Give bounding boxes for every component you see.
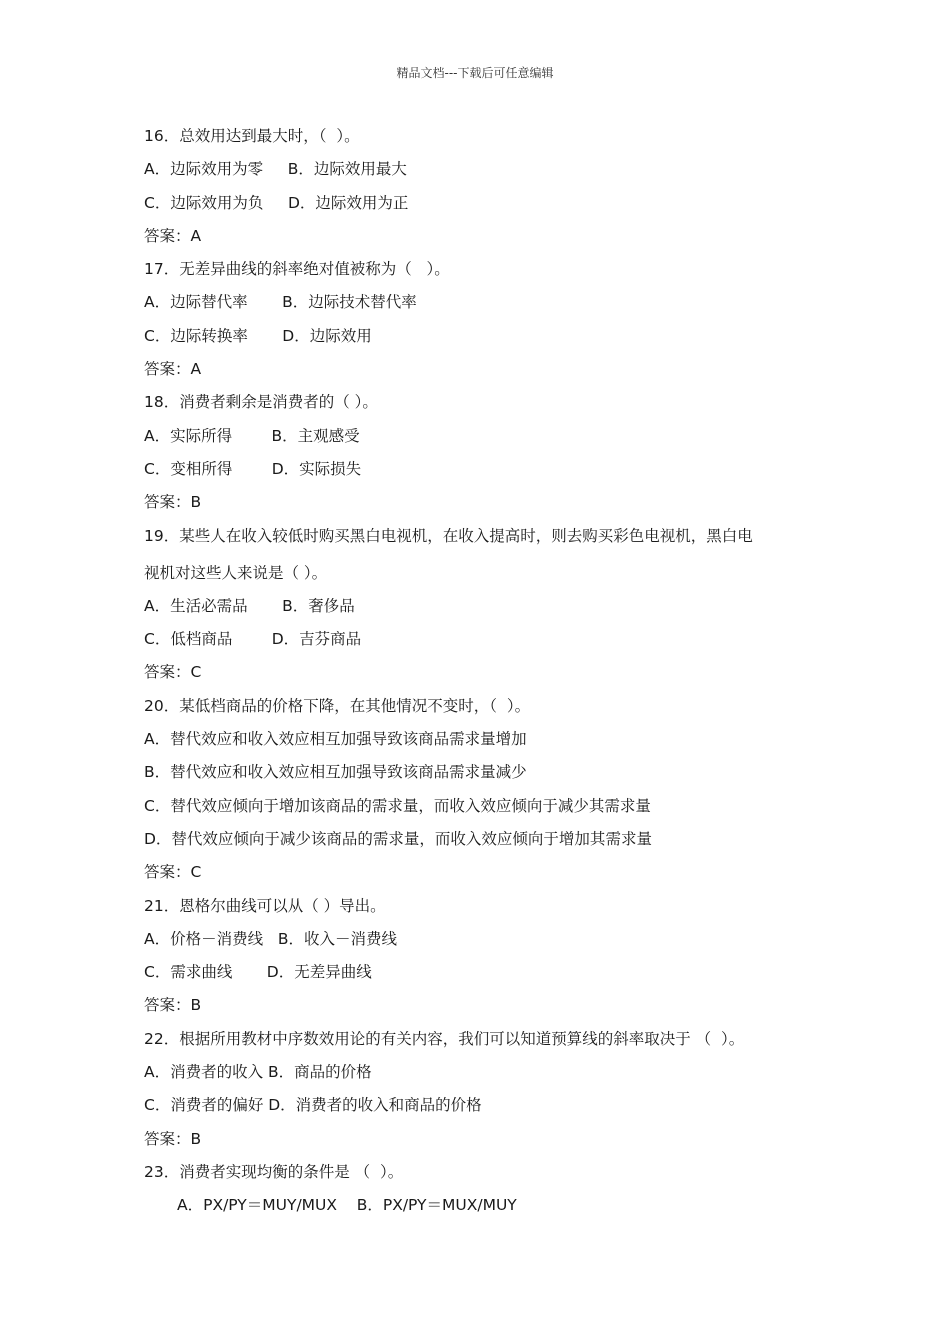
- page-header: 精品文档---下载后可任意编辑: [396, 66, 554, 80]
- option-line: A．价格－消费线 B．收入－消费线: [144, 929, 398, 948]
- answer-line: 答案：C: [144, 663, 202, 682]
- answer-line: 答案：A: [144, 226, 202, 245]
- option-line: C．边际效用为负 D．边际效用为正: [144, 193, 409, 212]
- option-line: C．边际转换率 D．边际效用: [144, 326, 372, 345]
- question-18: 18．消费者剩余是消费者的（ ）。: [144, 393, 378, 412]
- option-line: A．边际效用为零 B．边际效用最大: [144, 160, 407, 179]
- option-line: C．替代效应倾向于增加该商品的需求量，而收入效应倾向于减少其需求量: [144, 796, 651, 815]
- option-line: B．替代效应和收入效应相互加强导致该商品需求量减少: [144, 763, 527, 782]
- option-line: C．消费者的偏好 D．消费者的收入和商品的价格: [144, 1096, 482, 1115]
- option-line: A．消费者的收入 B．商品的价格: [144, 1063, 372, 1082]
- answer-line: 答案：B: [144, 996, 202, 1015]
- answer-line: 答案：A: [144, 360, 202, 379]
- question-23: 23．消费者实现均衡的条件是 （ ）。: [144, 1162, 404, 1181]
- option-line: C．低档商品 D．吉芬商品: [144, 630, 362, 649]
- option-line: C．需求曲线 D．无差异曲线: [144, 963, 372, 982]
- question-19-continued: 视机对这些人来说是（ ）。: [144, 563, 328, 582]
- option-line: A．替代效应和收入效应相互加强导致该商品需求量增加: [144, 730, 527, 749]
- question-22: 22．根据所用教材中序数效用论的有关内容，我们可以知道预算线的斜率取决于 （ ）。: [144, 1029, 745, 1048]
- question-17: 17．无差异曲线的斜率绝对值被称为（ ）。: [144, 260, 450, 279]
- answer-line: 答案：B: [144, 1129, 202, 1148]
- option-line: A．PX/PY＝MUY/MUX B．PX/PY＝MUX/MUY: [177, 1196, 517, 1215]
- answer-line: 答案：C: [144, 863, 202, 882]
- question-19: 19．某些人在收入较低时购买黑白电视机，在收入提高时，则去购买彩色电视机，黑白电: [144, 526, 753, 545]
- question-16: 16．总效用达到最大时，（ ）。: [144, 127, 360, 145]
- answer-line: 答案：B: [144, 493, 202, 512]
- option-line: D．替代效应倾向于减少该商品的需求量，而收入效应倾向于增加其需求量: [144, 829, 652, 848]
- document-body: [144, 120, 824, 1223]
- question-20: 20．某低档商品的价格下降，在其他情况不变时，（ ）。: [144, 696, 531, 715]
- option-line: A．实际所得 B．主观感受: [144, 426, 360, 445]
- option-line: C．变相所得 D．实际损失: [144, 459, 362, 478]
- option-line: A．边际替代率 B．边际技术替代率: [144, 293, 417, 312]
- question-21: 21．恩格尔曲线可以从（ ）导出。: [144, 896, 386, 915]
- option-line: A．生活必需品 B．奢侈品: [144, 596, 355, 615]
